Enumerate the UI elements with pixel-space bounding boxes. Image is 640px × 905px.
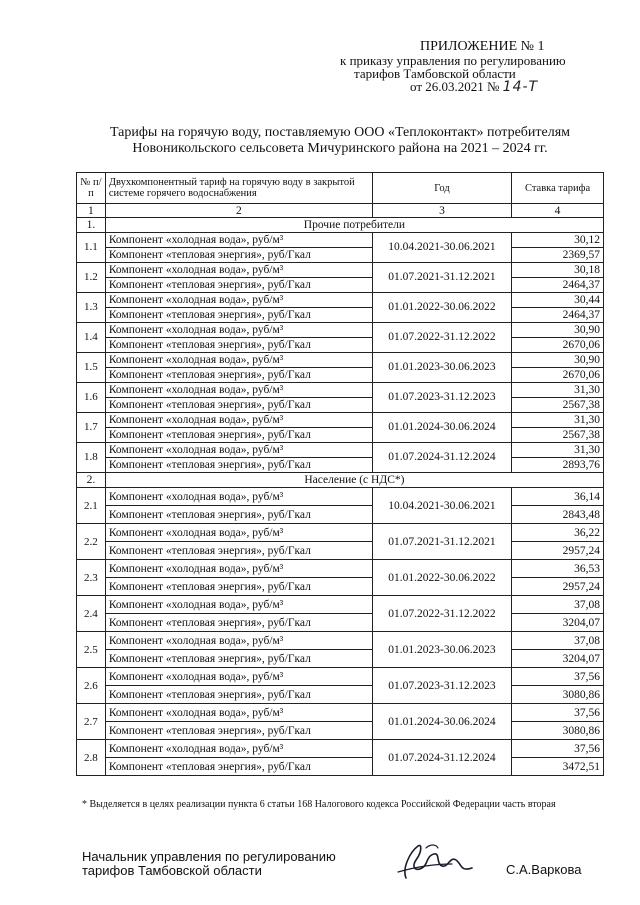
- component-cold-water-label: Компонент «холодная вода», руб/м³: [105, 323, 372, 338]
- table-row: [77, 632, 604, 650]
- table-row: [77, 413, 604, 428]
- component-cold-water-label: Компонент «холодная вода», руб/м³: [105, 233, 372, 248]
- rate-cold-water: 37,08: [512, 596, 604, 614]
- signatory-position: [82, 850, 336, 878]
- table-row: [77, 368, 604, 383]
- table-row: [77, 308, 604, 323]
- rate-cold-water: 30,12: [512, 233, 604, 248]
- handwritten-signature-icon: [392, 838, 482, 886]
- rate-heat-energy: 2464,37: [512, 278, 604, 293]
- tariff-table-body: [77, 218, 604, 776]
- table-row: [77, 458, 604, 473]
- table-row: [77, 704, 604, 722]
- row-number: 1.8: [77, 443, 106, 473]
- component-heat-energy-label: Компонент «тепловая энергия», руб/Гкал: [105, 758, 372, 776]
- row-number: 1.7: [77, 413, 106, 443]
- row-period: 01.01.2024-30.06.2024: [372, 704, 511, 740]
- row-period: 01.07.2023-31.12.2023: [372, 668, 511, 704]
- component-cold-water-label: Компонент «холодная вода», руб/м³: [105, 524, 372, 542]
- table-row: [77, 248, 604, 263]
- row-period: 01.01.2023-30.06.2023: [372, 353, 511, 383]
- row-period: 01.01.2022-30.06.2022: [372, 293, 511, 323]
- component-heat-energy-label: Компонент «тепловая энергия», руб/Гкал: [105, 368, 372, 383]
- appendix-order-reference: к приказу управления по регулированию: [340, 53, 566, 68]
- rate-cold-water: 37,56: [512, 704, 604, 722]
- component-heat-energy-label: Компонент «тепловая энергия», руб/Гкал: [105, 398, 372, 413]
- appendix-header: [340, 40, 630, 94]
- header-tariff-name: Двухкомпонентный тариф на горячую воду в закрытой системе горячего водоснабжения: [105, 173, 372, 204]
- row-period: 01.07.2024-31.12.2024: [372, 443, 511, 473]
- column-number-row: [77, 204, 604, 218]
- component-cold-water-label: Компонент «холодная вода», руб/м³: [105, 596, 372, 614]
- component-cold-water-label: Компонент «холодная вода», руб/м³: [105, 443, 372, 458]
- table-row: [77, 560, 604, 578]
- header-year: Год: [372, 173, 511, 204]
- rate-heat-energy: 2670,06: [512, 338, 604, 353]
- row-number: 2.6: [77, 668, 106, 704]
- row-number: 2.8: [77, 740, 106, 776]
- rate-cold-water: 30,90: [512, 353, 604, 368]
- rate-heat-energy: 2567,38: [512, 428, 604, 443]
- row-number: 1.5: [77, 353, 106, 383]
- table-row: [77, 293, 604, 308]
- component-cold-water-label: Компонент «холодная вода», руб/м³: [105, 668, 372, 686]
- document-title: [60, 125, 620, 157]
- row-number: 2.5: [77, 632, 106, 668]
- row-number: 1.2: [77, 263, 106, 293]
- rate-cold-water: 31,30: [512, 383, 604, 398]
- table-row: [77, 506, 604, 524]
- rate-heat-energy: 2567,38: [512, 398, 604, 413]
- component-heat-energy-label: Компонент «тепловая энергия», руб/Гкал: [105, 278, 372, 293]
- row-period: 01.01.2023-30.06.2023: [372, 632, 511, 668]
- table-row: [77, 740, 604, 758]
- component-cold-water-label: Компонент «холодная вода», руб/м³: [105, 560, 372, 578]
- order-date-text: от 26.03.2021 №: [410, 79, 500, 94]
- table-row: [77, 578, 604, 596]
- signatory-name: С.А.Варкова: [506, 862, 582, 877]
- table-row: [77, 233, 604, 248]
- row-number: 2.1: [77, 488, 106, 524]
- rate-cold-water: 36,22: [512, 524, 604, 542]
- table-row: [77, 596, 604, 614]
- row-number: 1.6: [77, 383, 106, 413]
- header-number: № п/п: [77, 173, 106, 204]
- row-period: 10.04.2021-30.06.2021: [372, 233, 511, 263]
- table-row: [77, 353, 604, 368]
- rate-cold-water: 30,18: [512, 263, 604, 278]
- row-period: 01.07.2021-31.12.2021: [372, 263, 511, 293]
- table-row: [77, 758, 604, 776]
- rate-heat-energy: 2369,57: [512, 248, 604, 263]
- row-number: 2.2: [77, 524, 106, 560]
- row-number: 1.4: [77, 323, 106, 353]
- table-row: [77, 323, 604, 338]
- table-row: [77, 398, 604, 413]
- title-line-1: Тарифы на горячую воду, поставляемую ООО «Теплоконтакт» потребителям: [109, 125, 571, 140]
- row-number: 1.1: [77, 233, 106, 263]
- component-heat-energy-label: Компонент «тепловая энергия», руб/Гкал: [105, 686, 372, 704]
- component-cold-water-label: Компонент «холодная вода», руб/м³: [105, 353, 372, 368]
- component-heat-energy-label: Компонент «тепловая энергия», руб/Гкал: [105, 578, 372, 596]
- column-number-3: 3: [372, 204, 511, 218]
- rate-heat-energy: 2843,48: [512, 506, 604, 524]
- row-number: 2.3: [77, 560, 106, 596]
- component-cold-water-label: Компонент «холодная вода», руб/м³: [105, 488, 372, 506]
- section-number: 1.: [77, 218, 106, 233]
- component-cold-water-label: Компонент «холодная вода», руб/м³: [105, 740, 372, 758]
- signatory-position-line-2: тарифов Тамбовской области: [82, 863, 262, 878]
- component-heat-energy-label: Компонент «тепловая энергия», руб/Гкал: [105, 722, 372, 740]
- rate-heat-energy: 2957,24: [512, 578, 604, 596]
- title-line-2: Новоникольского сельсовета Мичуринского района на 2021 – 2024 гг.: [132, 141, 548, 156]
- row-period: 10.04.2021-30.06.2021: [372, 488, 511, 524]
- component-cold-water-label: Компонент «холодная вода», руб/м³: [105, 632, 372, 650]
- component-heat-energy-label: Компонент «тепловая энергия», руб/Гкал: [105, 338, 372, 353]
- section-number: 2.: [77, 473, 106, 488]
- component-heat-energy-label: Компонент «тепловая энергия», руб/Гкал: [105, 650, 372, 668]
- tariff-table: [76, 172, 604, 776]
- component-heat-energy-label: Компонент «тепловая энергия», руб/Гкал: [105, 542, 372, 560]
- rate-heat-energy: 2464,37: [512, 308, 604, 323]
- row-period: 01.01.2024-30.06.2024: [372, 413, 511, 443]
- component-heat-energy-label: Компонент «тепловая энергия», руб/Гкал: [105, 428, 372, 443]
- component-cold-water-label: Компонент «холодная вода», руб/м³: [105, 383, 372, 398]
- appendix-order-date: [340, 80, 630, 94]
- component-heat-energy-label: Компонент «тепловая энергия», руб/Гкал: [105, 308, 372, 323]
- table-row: [77, 668, 604, 686]
- row-period: 01.07.2023-31.12.2023: [372, 383, 511, 413]
- section-title: Население (с НДС*): [105, 473, 603, 488]
- rate-heat-energy: 3204,07: [512, 614, 604, 632]
- table-row: [77, 383, 604, 398]
- appendix-title: ПРИЛОЖЕНИЕ № 1: [420, 39, 545, 54]
- rate-heat-energy: 3472,51: [512, 758, 604, 776]
- rate-cold-water: 36,53: [512, 560, 604, 578]
- rate-heat-energy: 2670,06: [512, 368, 604, 383]
- component-cold-water-label: Компонент «холодная вода», руб/м³: [105, 263, 372, 278]
- table-row: [77, 263, 604, 278]
- column-number-4: 4: [512, 204, 604, 218]
- rate-heat-energy: 3080,86: [512, 686, 604, 704]
- order-number-handwritten: 14-Т: [502, 79, 539, 95]
- component-cold-water-label: Компонент «холодная вода», руб/м³: [105, 413, 372, 428]
- rate-heat-energy: 2893,76: [512, 458, 604, 473]
- row-period: 01.07.2022-31.12.2022: [372, 596, 511, 632]
- component-heat-energy-label: Компонент «тепловая энергия», руб/Гкал: [105, 506, 372, 524]
- column-number-1: 1: [77, 204, 106, 218]
- footnote: * Выделяется в целях реализации пункта 6 статьи 168 Налогового кодекса Российской Федерации часть вторая: [82, 799, 556, 810]
- rate-heat-energy: 3204,07: [512, 650, 604, 668]
- table-row: [77, 722, 604, 740]
- rate-cold-water: 31,30: [512, 413, 604, 428]
- row-number: 2.4: [77, 596, 106, 632]
- table-row: [77, 278, 604, 293]
- section-row: [77, 473, 604, 488]
- component-heat-energy-label: Компонент «тепловая энергия», руб/Гкал: [105, 458, 372, 473]
- component-heat-energy-label: Компонент «тепловая энергия», руб/Гкал: [105, 614, 372, 632]
- table-row: [77, 524, 604, 542]
- table-header-row: [77, 173, 604, 204]
- table-row: [77, 650, 604, 668]
- row-period: 01.07.2022-31.12.2022: [372, 323, 511, 353]
- row-period: 01.07.2024-31.12.2024: [372, 740, 511, 776]
- component-cold-water-label: Компонент «холодная вода», руб/м³: [105, 293, 372, 308]
- rate-cold-water: 37,56: [512, 740, 604, 758]
- rate-heat-energy: 2957,24: [512, 542, 604, 560]
- row-period: 01.01.2022-30.06.2022: [372, 560, 511, 596]
- rate-cold-water: 37,08: [512, 632, 604, 650]
- table-row: [77, 443, 604, 458]
- appendix-authority: тарифов Тамбовской области: [354, 66, 516, 81]
- rate-cold-water: 30,44: [512, 293, 604, 308]
- header-rate: Ставка тарифа: [512, 173, 604, 204]
- table-row: [77, 614, 604, 632]
- section-row: [77, 218, 604, 233]
- rate-cold-water: 30,90: [512, 323, 604, 338]
- table-row: [77, 488, 604, 506]
- row-number: 1.3: [77, 293, 106, 323]
- row-number: 2.7: [77, 704, 106, 740]
- component-heat-energy-label: Компонент «тепловая энергия», руб/Гкал: [105, 248, 372, 263]
- table-row: [77, 686, 604, 704]
- section-title: Прочие потребители: [105, 218, 603, 233]
- column-number-2: 2: [105, 204, 372, 218]
- rate-cold-water: 31,30: [512, 443, 604, 458]
- signatory-position-line-1: Начальник управления по регулированию: [82, 849, 336, 864]
- rate-cold-water: 36,14: [512, 488, 604, 506]
- table-row: [77, 542, 604, 560]
- rate-cold-water: 37,56: [512, 668, 604, 686]
- component-cold-water-label: Компонент «холодная вода», руб/м³: [105, 704, 372, 722]
- table-row: [77, 338, 604, 353]
- rate-heat-energy: 3080,86: [512, 722, 604, 740]
- table-row: [77, 428, 604, 443]
- row-period: 01.07.2021-31.12.2021: [372, 524, 511, 560]
